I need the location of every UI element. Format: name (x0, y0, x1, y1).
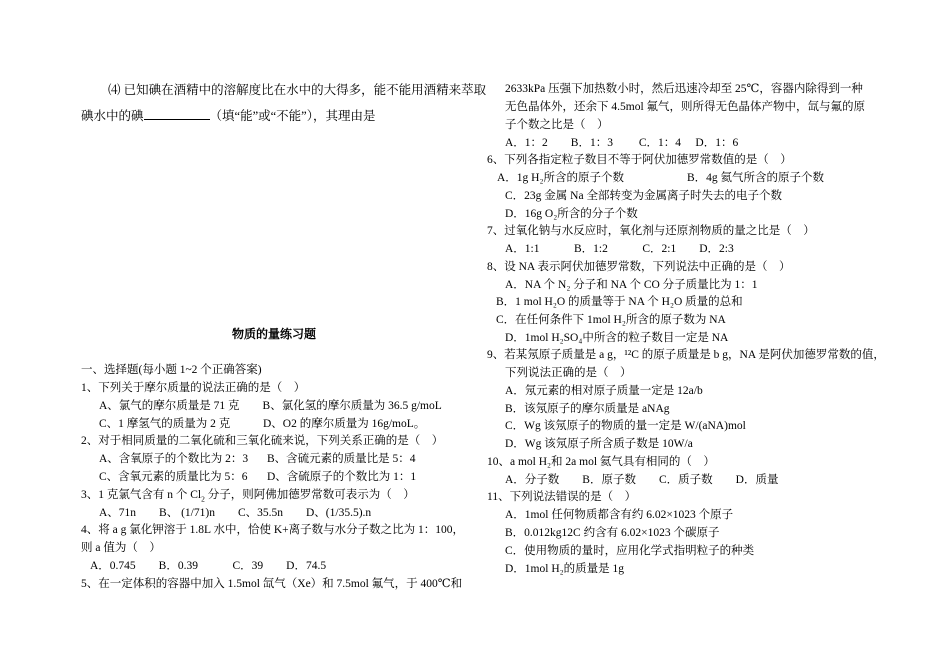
question-4: 4、将 a g 氯化钾溶于 1.8L 水中，恰使 K+离子数与水分子数之比为 1：100， (81, 524, 464, 536)
q3-text-pre: 3、1 克氯气含有 n 个 Cl (81, 489, 202, 501)
q5-continued-3: 子个数之比是（ ） (505, 119, 609, 131)
q11-option-c: C．使用物质的量时，应用化学式指明粒子的种类 (505, 545, 755, 557)
section-heading: 一、选择题(每小题 1~2 个正确答案) (81, 364, 262, 376)
q6-option-a: A．1g H₂所含的原子个数 (497, 172, 624, 184)
q4-fill-text-a: 碘水中的碘 (81, 109, 144, 123)
q10-options: A．分子数 B．原子数 C．质子数 D．质量 (505, 474, 779, 486)
q8-option-c: C．在任何条件下 1mol H₂所含的原子数为 NA (496, 314, 726, 326)
q9-option-a: A．氖元素的相对原子质量一定是 12a/b (505, 385, 703, 397)
q2-option-d: D、含硫原子的个数比为 1：1 (267, 471, 417, 483)
question-3 (81, 488, 415, 502)
q3-subscript: 2 (201, 494, 205, 504)
q1-option-c: C、1 摩氢气的质量为 2 克 (99, 418, 231, 430)
question-1: 1、下列关于摩尔质量的说法正确的是（ ） (81, 382, 306, 394)
q5-continued-1: 2633kPa 压强下加热数小时，然后迅速冷却至 25℃，容器内除得到一种 (505, 83, 863, 95)
question-5: 5、在一定体积的容器中加入 1.5mol 氙气（Xe）和 7.5mol 氟气，于 400℃和 (81, 578, 463, 590)
q4-fill-line-1: ⑷ 已知碘在酒精中的溶解度比在水中的大得多，能不能用酒精来萃取 (108, 83, 487, 97)
q4-fill-line-2 (81, 108, 375, 124)
question-10: 10、a mol H₂和 2a mol 氦气具有相同的（ ） (487, 456, 715, 468)
q6-option-b: B．4g 氦气所含的原子个数 (687, 172, 825, 184)
q9-option-b: B．该氖原子的摩尔质量是 aNAg (505, 403, 670, 415)
page-title: 物质的量练习题 (232, 327, 317, 341)
question-7: 7、过氧化钠与水反应时，氧化剂与还原剂物质的量之比是（ ） (487, 225, 815, 237)
q2-option-c: C、含氧元素的质量比为 5：6 (99, 471, 248, 483)
q1-option-d: D、O2 的摩尔质量为 16g/moL。 (263, 418, 426, 430)
question-4-line-2: 则 a 值为（ ） (81, 542, 161, 554)
q5-options: A．1：2 B．1：3 C．1：4 D．1：6 (505, 137, 739, 149)
question-9: 9、若某氖原子质量是 a g，¹²C 的原子质量是 b g，NA 是阿伏加德罗常数的值， (487, 349, 885, 361)
question-8: 8、设 NA 表示阿伏加德罗常数，下列说法中正确的是（ ） (487, 261, 791, 273)
q6-option-d: D．16g O₂所含的分子个数 (505, 208, 638, 220)
q11-option-d: D．1mol H₂的质量是 1g (505, 563, 625, 575)
q7-options: A．1:1 B．1:2 C．2:1 D．2:3 (505, 243, 734, 255)
q11-option-a: A．1mol 任何物质都含有约 6.02×1023 个原子 (505, 509, 734, 521)
q9-option-c: C．Wg 该氖原子的物质的量一定是 W/(aNA)mol (505, 420, 746, 432)
q6-option-c: C．23g 金属 Na 全部转变为金属离子时失去的电子个数 (505, 190, 782, 202)
question-2: 2、对于相同质量的二氧化硫和三氧化硫来说，下列关系正确的是（ ） (81, 435, 444, 447)
question-9-line-2: 下列说法正确的是（ ） (505, 367, 632, 379)
q3-options: A、71n B、 (1/71)n C、35.5n D、(1/35.5).n (99, 507, 372, 519)
q11-option-b: B．0.012kg12C 约含有 6.02×1023 个碳原子 (505, 527, 720, 539)
q2-option-b: B、含硫元素的质量比是 5：4 (267, 453, 416, 465)
q4-fill-text-b: （填“能”或“不能”），其理由是 (209, 109, 376, 123)
q4-options: A．0.745 B．0.39 C．39 D．74.5 (90, 560, 327, 572)
q5-continued-2: 无色晶体外，还余下 4.5mol 氟气，则所得无色晶体产物中，氙与氟的原 (505, 101, 866, 113)
q1-options-ab: A、氯气的摩尔质量是 71 克 B、氯化氢的摩尔质量为 36.5 g/moL (99, 400, 442, 412)
q8-option-d: D．1mol H₂SO₄中所含的粒子数目一定是 NA (505, 332, 729, 344)
q8-option-a: A．NA 个 N₂ 分子和 NA 个 CO 分子质量比为 1：1 (505, 279, 758, 291)
q3-text-post: 分子，则阿佛加德罗常数可表示为（ ） (204, 489, 415, 501)
q2-option-a: A、含氧原子的个数比为 2：3 (99, 453, 249, 465)
q9-option-d: D．Wg 该氖原子所含质子数是 10W/a (505, 438, 693, 450)
question-11: 11、下列说法错误的是（ ） (487, 491, 637, 503)
question-6: 6、下列各指定粒子数目不等于阿伏加德罗常数值的是（ ） (487, 154, 792, 166)
q8-option-b: B．1 mol H₂O 的质量等于 NA 个 H₂O 质量的总和 (496, 296, 743, 308)
answer-blank[interactable] (144, 108, 210, 120)
